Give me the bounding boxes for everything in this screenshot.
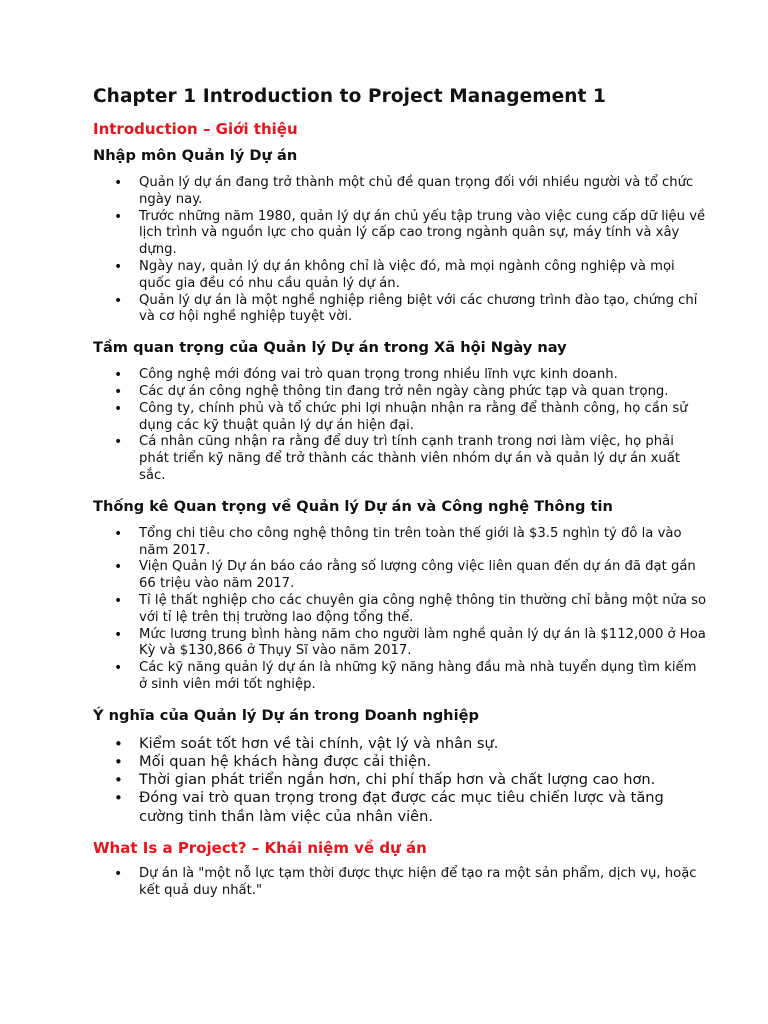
section-heading-statistics: Thống kê Quan trọng về Quản lý Dự án và Công nghệ Thông tin (93, 497, 613, 515)
list-item: • Các dự án công nghệ thông tin đang trở nên ngày càng phức tạp và quan trọng. (93, 384, 708, 401)
list-item: • Dự án là "một nỗ lực tạm thời được thực hiện để tạo ra một sản phẩm, dịch vụ, hoặc kết quả duy nhất." (93, 866, 708, 900)
bullet-list-significance (93, 735, 708, 826)
list-item: • Ngày nay, quản lý dự án không chỉ là việc đó, mà mọi ngành công nghiệp và mọi quốc gia đều có nhu cầu quản lý dự án. (93, 259, 708, 293)
bullet-list-project-definition (93, 866, 708, 900)
list-item: • Trước những năm 1980, quản lý dự án chủ yếu tập trung vào việc cung cấp dữ liệu về lịch trình và nguồn lực cho quản lý cấp cao trong ngành quân sự, máy tính và xây dựng. (93, 209, 708, 259)
section-heading-importance: Tầm quan trọng của Quản lý Dự án trong Xã hội Ngày nay (93, 339, 567, 357)
list-item: • Tổng chi tiêu cho công nghệ thông tin trên toàn thế giới là $3.5 nghìn tỷ đô la vào năm 2017. (93, 526, 708, 560)
list-item: • Các kỹ năng quản lý dự án là những kỹ năng hàng đầu mà nhà tuyển dụng tìm kiếm ở sinh viên mới tốt nghiệp. (93, 660, 708, 694)
document-title: Chapter 1 Introduction to Project Management 1 (93, 86, 606, 107)
section-heading-introduction: Introduction – Giới thiệu (93, 120, 298, 138)
list-item: • Thời gian phát triển ngắn hơn, chi phí thấp hơn và chất lượng cao hơn. (93, 771, 708, 789)
list-item: • Công nghệ mới đóng vai trò quan trọng trong nhiều lĩnh vực kinh doanh. (93, 367, 708, 384)
list-item: • Mối quan hệ khách hàng được cải thiện. (93, 753, 708, 771)
bullet-list-intro (93, 175, 708, 326)
list-item: • Viện Quản lý Dự án báo cáo rằng số lượng công việc liên quan đến dự án đã đạt gần 66 triệu vào năm 2017. (93, 559, 708, 593)
bullet-list-importance (93, 367, 708, 485)
list-item: • Quản lý dự án là một nghề nghiệp riêng biệt với các chương trình đào tạo, chứng chỉ và cơ hội nghề nghiệp tuyệt vời. (93, 293, 708, 327)
list-item: • Mức lương trung bình hàng năm cho người làm nghề quản lý dự án là $112,000 ở Hoa Kỳ và $130,866 ở Thụy Sĩ vào năm 2017. (93, 627, 708, 661)
list-item: • Cá nhân cũng nhận ra rằng để duy trì tính cạnh tranh trong nơi làm việc, họ phải phát triển kỹ năng để trở thành các thành viên nhóm dự án và quản lý dự án xuất sắc. (93, 434, 708, 484)
list-item: • Đóng vai trò quan trọng trong đạt được các mục tiêu chiến lược và tăng cường tinh thần làm việc của nhân viên. (93, 789, 708, 825)
list-item: • Công ty, chính phủ và tổ chức phi lợi nhuận nhận ra rằng để thành công, họ cần sử dụng các kỹ thuật quản lý dự án hiện đại. (93, 401, 708, 435)
subheading-intro-to-pm: Nhập môn Quản lý Dự án (93, 147, 298, 164)
list-item: • Tỉ lệ thất nghiệp cho các chuyên gia công nghệ thông tin thường chỉ bằng một nửa so với tỉ lệ trên thị trường lao động tổng thể. (93, 593, 708, 627)
bullet-list-statistics (93, 526, 708, 694)
section-heading-what-is-project: What Is a Project? – Khái niệm về dự án (93, 838, 427, 857)
list-item: • Kiểm soát tốt hơn về tài chính, vật lý và nhân sự. (93, 735, 708, 753)
section-heading-significance: Ý nghĩa của Quản lý Dự án trong Doanh nghiệp (93, 706, 479, 724)
list-item: • Quản lý dự án đang trở thành một chủ đề quan trọng đối với nhiều người và tổ chức ngày nay. (93, 175, 708, 209)
